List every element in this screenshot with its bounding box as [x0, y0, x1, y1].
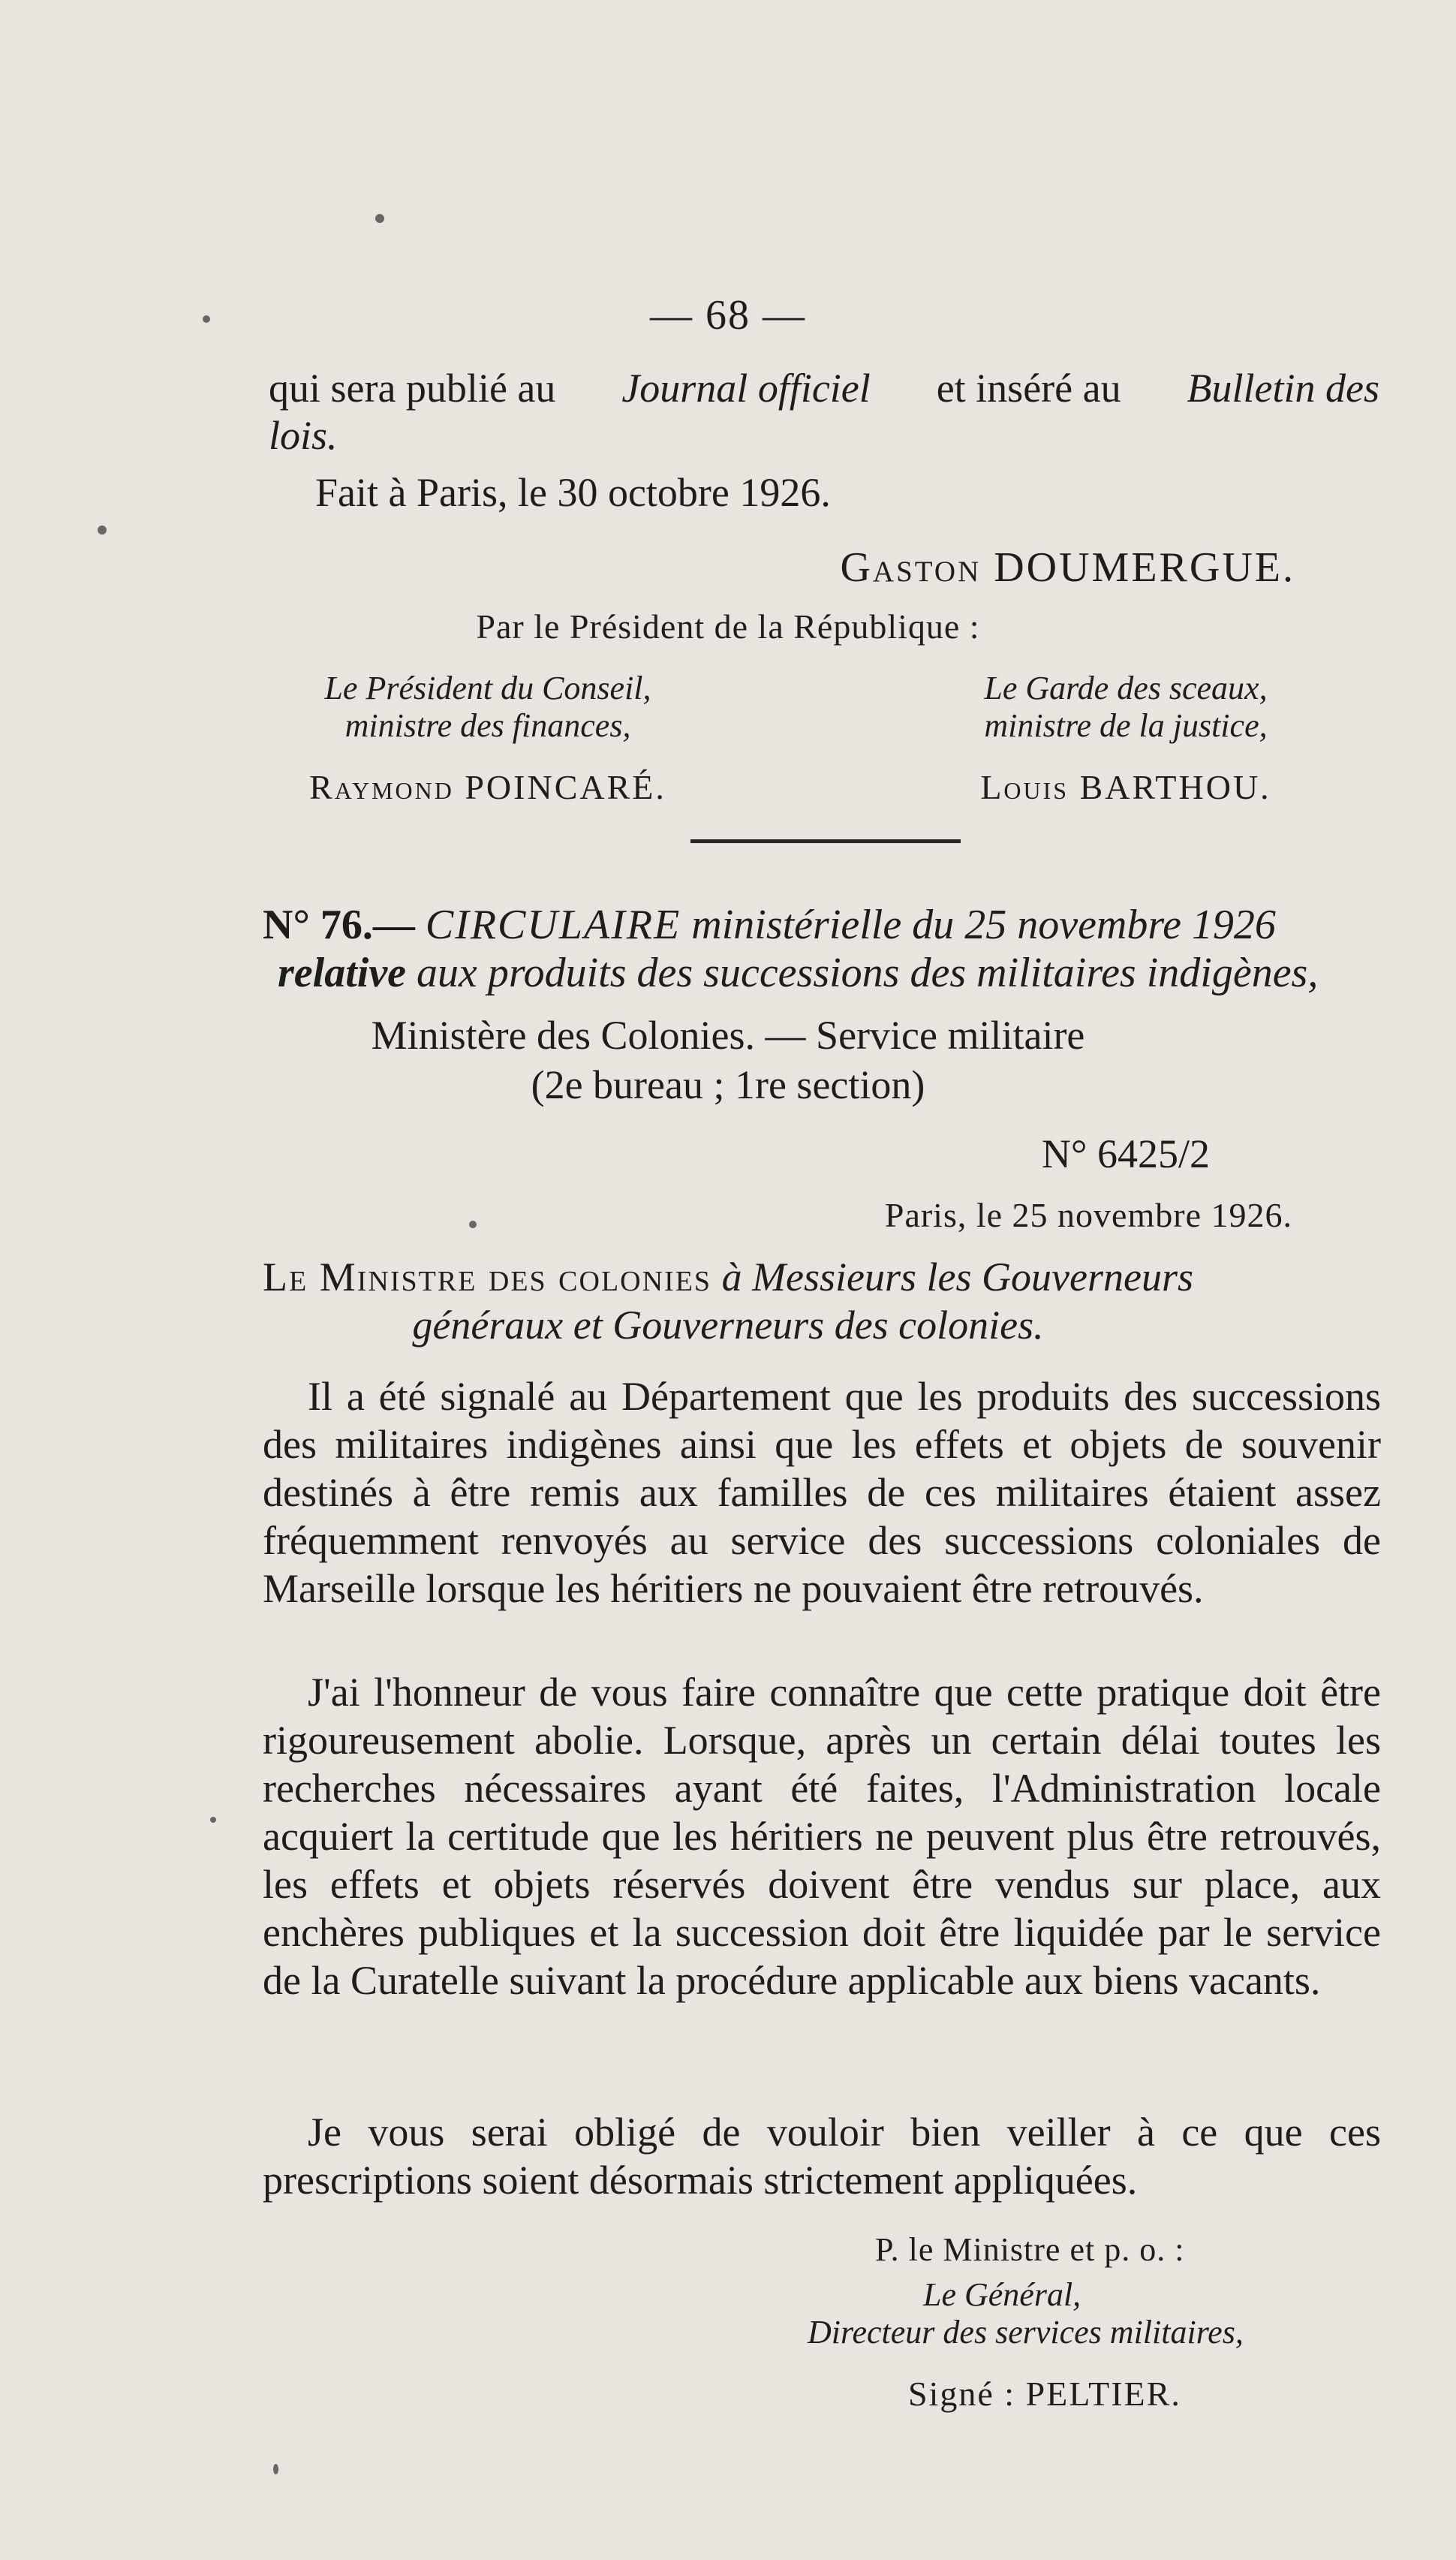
- reference-number: N° 6425/2: [1041, 1131, 1210, 1176]
- signature-line-1: P. le Ministre et p. o. :: [875, 2231, 1185, 2268]
- right-signatory-name: Louis BARTHOU.: [980, 768, 1271, 806]
- circular-title-subject: aux produits des successions des militaires indigènes,: [417, 950, 1319, 996]
- circular-title-relative: relative: [278, 950, 407, 996]
- left-signatory-name: Raymond POINCARÉ.: [309, 768, 666, 806]
- paper-speck: [210, 1817, 216, 1823]
- paragraph-1: [263, 1372, 1381, 1613]
- bureau-line: (2e bureau ; 1re section): [531, 1062, 925, 1107]
- circular-title-line-1: [263, 901, 1276, 949]
- done-at-line: Fait à Paris, le 30 octobre 1926.: [315, 470, 831, 515]
- journal-officiel-ref: Journal officiel: [621, 366, 871, 411]
- decree-closing-line: [269, 364, 1379, 412]
- left-signatory-titles: [263, 670, 713, 745]
- paper-speck: [203, 315, 210, 323]
- text-fragment: qui sera publié au: [269, 366, 556, 411]
- circular-date: Paris, le 25 novembre 1926.: [884, 1196, 1292, 1234]
- circular-title-rest: ministérielle du 25 novembre 1926: [691, 902, 1276, 948]
- paragraph-3: [263, 2108, 1381, 2204]
- circular-number: N° 76.—: [263, 902, 415, 948]
- addressee-line-2: généraux et Gouverneurs des colonies.: [412, 1303, 1044, 1348]
- right-signatory-titles: [878, 670, 1373, 745]
- circular-title-main: CIRCULAIRE: [425, 902, 681, 948]
- addressee-text: à Messieurs les Gouverneurs: [721, 1254, 1193, 1300]
- signature-line-3: Directeur des services militaires,: [808, 2314, 1244, 2351]
- sender-name: Le Ministre des colonies: [263, 1254, 712, 1300]
- signatory-title: Le Président du Conseil,: [324, 670, 651, 706]
- paper-speck: [273, 2464, 278, 2474]
- signature-line-2: Le Général,: [923, 2276, 1081, 2313]
- signatory-title: ministre de la justice,: [984, 707, 1268, 744]
- decree-closing-line-2: lois.: [269, 413, 338, 458]
- paragraph-text: Il a été signalé au Département que les produits des successions des militaires indigènes ainsi que les effets et objets de souvenir destinés à être remis aux familles de ces militaires étaient assez fréquemment renvoyés au service des successions coloniales de Marseille lorsque les héritiers ne pouvaient être retrouvés.: [263, 1374, 1381, 1611]
- ministry-line: Ministère des Colonies. — Service militaire: [371, 1013, 1085, 1058]
- paragraph-text: Je vous serai obligé de vouloir bien veiller à ce que ces prescriptions soient désormais strictement appliquées.: [263, 2110, 1381, 2203]
- circular-title-line-2: [278, 949, 1318, 997]
- text-fragment: et inséré au: [936, 366, 1121, 411]
- signatory-title: ministre des finances,: [344, 707, 631, 744]
- by-president-line: Par le Président de la République :: [476, 607, 980, 646]
- section-divider: [690, 839, 961, 843]
- page-number: — 68 —: [650, 292, 806, 339]
- paragraph-2: [263, 1668, 1381, 2004]
- paper-speck: [375, 214, 384, 223]
- addressee-line-1: [0, 1254, 1456, 1300]
- president-signature: Gaston DOUMERGUE.: [840, 544, 1295, 591]
- paragraph-text: J'ai l'honneur de vous faire connaître que cette pratique doit être rigoureusement abolie. Lorsque, après un certain délai toutes les recherches nécessaires ayant été faites, l'Administration locale acquiert la certitude que les héritiers ne peuvent plus être retrouvés, les effets et objets réservés doivent être vendus sur place, aux enchères publiques et la succession doit être liquidée par le service de la Curatelle suivant la procédure applicable aux biens vacants.: [263, 1670, 1381, 2003]
- bulletin-ref: Bulletin des: [1187, 366, 1379, 411]
- signature-line-4: Signé : PELTIER.: [908, 2375, 1181, 2413]
- paper-speck: [469, 1221, 477, 1228]
- paper-speck: [98, 526, 107, 535]
- signatory-title: Le Garde des sceaux,: [984, 670, 1268, 706]
